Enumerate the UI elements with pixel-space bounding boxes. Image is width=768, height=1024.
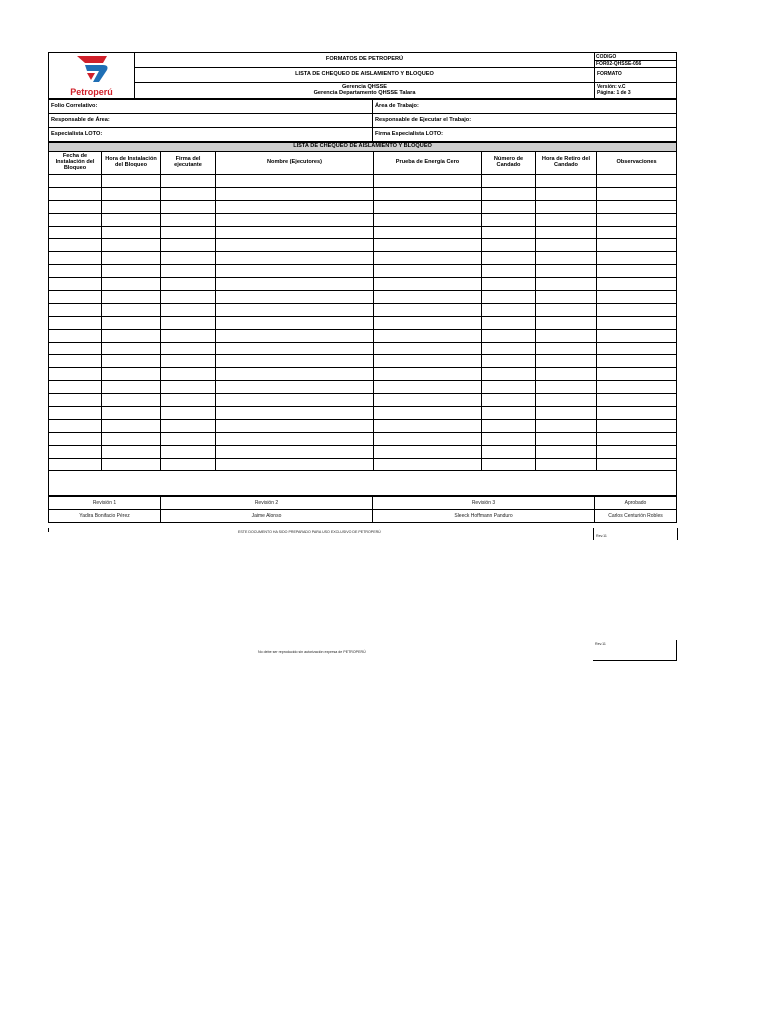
- cell-nombre[interactable]: [216, 368, 374, 381]
- cell-fecha[interactable]: [49, 458, 102, 471]
- table-row: [49, 175, 677, 188]
- cell-fecha[interactable]: [49, 355, 102, 368]
- cell-observaciones[interactable]: [597, 445, 677, 458]
- cell-prueba[interactable]: [374, 394, 482, 407]
- cell-firma[interactable]: [161, 213, 216, 226]
- cell-hora-instalacion[interactable]: [102, 239, 161, 252]
- cell-hora-retiro[interactable]: [536, 316, 597, 329]
- cell-observaciones[interactable]: [597, 291, 677, 304]
- cell-observaciones[interactable]: [597, 458, 677, 471]
- cell-fecha[interactable]: [49, 394, 102, 407]
- cell-nombre[interactable]: [216, 419, 374, 432]
- cell-nombre[interactable]: [216, 226, 374, 239]
- cell-nombre[interactable]: [216, 291, 374, 304]
- cell-hora-retiro[interactable]: [536, 175, 597, 188]
- cell-fecha[interactable]: [49, 407, 102, 420]
- cell-firma[interactable]: [161, 291, 216, 304]
- cell-observaciones[interactable]: [597, 200, 677, 213]
- table-row: [49, 252, 677, 265]
- petroperu-logo-icon: [73, 54, 111, 84]
- cell-nombre[interactable]: [216, 252, 374, 265]
- footer-2: [48, 640, 676, 662]
- table-row: [49, 200, 677, 213]
- revision-3-name: Sleeck Hoffmann Panduro: [373, 510, 595, 523]
- cell-nombre[interactable]: [216, 239, 374, 252]
- cell-observaciones[interactable]: [597, 329, 677, 342]
- cell-hora-retiro[interactable]: [536, 213, 597, 226]
- cell-hora-retiro[interactable]: [536, 394, 597, 407]
- cell-nombre[interactable]: [216, 458, 374, 471]
- cell-candado[interactable]: [482, 278, 536, 291]
- cell-candado[interactable]: [482, 355, 536, 368]
- checklist-table: [48, 142, 677, 496]
- table-row: [49, 445, 677, 458]
- cell-prueba[interactable]: [374, 278, 482, 291]
- cell-prueba[interactable]: [374, 200, 482, 213]
- cell-hora-retiro[interactable]: [536, 419, 597, 432]
- cell-prueba[interactable]: [374, 316, 482, 329]
- cell-nombre[interactable]: [216, 200, 374, 213]
- cell-hora-retiro[interactable]: [536, 200, 597, 213]
- cell-fecha[interactable]: [49, 329, 102, 342]
- area-field[interactable]: Área de Trabajo:: [373, 100, 677, 114]
- table-row: [49, 432, 677, 445]
- cell-observaciones[interactable]: [597, 381, 677, 394]
- cell-firma[interactable]: [161, 265, 216, 278]
- cell-hora-retiro[interactable]: [536, 239, 597, 252]
- cell-hora-retiro[interactable]: [536, 458, 597, 471]
- revision-3-label: Revisión 3: [373, 497, 595, 510]
- table-row: [49, 355, 677, 368]
- cell-prueba[interactable]: [374, 445, 482, 458]
- cell-firma[interactable]: [161, 278, 216, 291]
- cell-nombre[interactable]: [216, 445, 374, 458]
- table-row: [49, 187, 677, 200]
- page-text: Página: 1 de 3: [597, 89, 631, 96]
- logo: [49, 53, 135, 99]
- cell-nombre[interactable]: [216, 187, 374, 200]
- cell-candado[interactable]: [482, 187, 536, 200]
- footer-text-1: ESTE DOCUMENTO HA SIDO PREPARADO PARA USO EXCLUSIVO DE PETROPERÚ: [238, 530, 381, 534]
- cell-prueba[interactable]: [374, 226, 482, 239]
- footer-1: [48, 528, 676, 540]
- cell-hora-retiro[interactable]: [536, 187, 597, 200]
- logo-text: Petroperú: [70, 86, 113, 97]
- table-row: [49, 316, 677, 329]
- footer-rev-2: Rev.11: [595, 642, 606, 646]
- footer-rev-box-1: [593, 528, 678, 540]
- cell-observaciones[interactable]: [597, 407, 677, 420]
- col-prueba: Prueba de Energía Cero: [374, 152, 482, 175]
- cell-hora-retiro[interactable]: [536, 432, 597, 445]
- cell-observaciones[interactable]: [597, 342, 677, 355]
- cell-firma[interactable]: [161, 407, 216, 420]
- cell-observaciones[interactable]: [597, 394, 677, 407]
- cell-hora-instalacion[interactable]: [102, 252, 161, 265]
- table-row: [49, 368, 677, 381]
- cell-fecha[interactable]: [49, 175, 102, 188]
- cell-prueba[interactable]: [374, 329, 482, 342]
- cell-hora-instalacion[interactable]: [102, 445, 161, 458]
- cell-hora-instalacion[interactable]: [102, 381, 161, 394]
- cell-hora-instalacion[interactable]: [102, 316, 161, 329]
- cell-hora-retiro[interactable]: [536, 355, 597, 368]
- col-observaciones: Observaciones: [597, 152, 677, 175]
- cell-hora-instalacion[interactable]: [102, 368, 161, 381]
- cell-candado[interactable]: [482, 226, 536, 239]
- type-label: FORMATO: [595, 68, 677, 83]
- cell-firma[interactable]: [161, 458, 216, 471]
- col-hora-retiro: Hora de Retiro del Candado: [536, 152, 597, 175]
- responsable-area-field[interactable]: Responsable de Área:: [49, 114, 373, 128]
- table-row: [49, 419, 677, 432]
- footer-divider: [48, 528, 49, 532]
- cell-firma[interactable]: [161, 252, 216, 265]
- cell-candado[interactable]: [482, 303, 536, 316]
- cell-candado[interactable]: [482, 381, 536, 394]
- blank-area: [49, 471, 677, 496]
- version-box: [595, 83, 677, 99]
- title-lista: LISTA DE CHEQUEO DE AISLAMIENTO Y BLOQUEO: [135, 68, 595, 83]
- cell-hora-instalacion[interactable]: [102, 175, 161, 188]
- cell-candado[interactable]: [482, 200, 536, 213]
- cell-fecha[interactable]: [49, 226, 102, 239]
- col-candado: Número de Candado: [482, 152, 536, 175]
- cell-nombre[interactable]: [216, 381, 374, 394]
- cell-observaciones[interactable]: [597, 265, 677, 278]
- cell-fecha[interactable]: [49, 368, 102, 381]
- cell-candado[interactable]: [482, 316, 536, 329]
- cell-firma[interactable]: [161, 175, 216, 188]
- aprobado-name: Carlos Centurión Robles: [595, 510, 677, 523]
- cell-prueba[interactable]: [374, 458, 482, 471]
- cell-prueba[interactable]: [374, 432, 482, 445]
- cell-nombre[interactable]: [216, 329, 374, 342]
- cell-observaciones[interactable]: [597, 187, 677, 200]
- responsable-trabajo-field[interactable]: Responsable de Ejecutar el Trabajo:: [373, 114, 677, 128]
- cell-hora-instalacion[interactable]: [102, 226, 161, 239]
- cell-hora-instalacion[interactable]: [102, 278, 161, 291]
- col-nombre: Nombre (Ejecutores): [216, 152, 374, 175]
- code-value: FOR02-QHSSE-056: [596, 60, 642, 67]
- cell-firma[interactable]: [161, 355, 216, 368]
- cell-hora-instalacion[interactable]: [102, 265, 161, 278]
- cell-hora-instalacion[interactable]: [102, 187, 161, 200]
- cell-hora-retiro[interactable]: [536, 407, 597, 420]
- cell-firma[interactable]: [161, 342, 216, 355]
- cell-nombre[interactable]: [216, 432, 374, 445]
- cell-candado[interactable]: [482, 458, 536, 471]
- cell-hora-instalacion[interactable]: [102, 303, 161, 316]
- cell-hora-retiro[interactable]: [536, 381, 597, 394]
- cell-firma[interactable]: [161, 200, 216, 213]
- gerencia-line-2: Gerencia Departamento QHSSE Talara: [313, 89, 416, 96]
- cell-firma[interactable]: [161, 445, 216, 458]
- cell-candado[interactable]: [482, 265, 536, 278]
- form-sheet: [48, 52, 676, 523]
- table-row: [49, 342, 677, 355]
- cell-nombre[interactable]: [216, 342, 374, 355]
- revision-1-label: Revisión 1: [49, 497, 161, 510]
- cell-hora-instalacion[interactable]: [102, 355, 161, 368]
- cell-fecha[interactable]: [49, 316, 102, 329]
- cell-candado[interactable]: [482, 213, 536, 226]
- cell-hora-retiro[interactable]: [536, 342, 597, 355]
- cell-observaciones[interactable]: [597, 355, 677, 368]
- folio-field[interactable]: Folio Correlativo:: [49, 100, 373, 114]
- cell-nombre[interactable]: [216, 316, 374, 329]
- cell-prueba[interactable]: [374, 175, 482, 188]
- cell-fecha[interactable]: [49, 419, 102, 432]
- col-hora-instalacion: Hora de Instalación del Bloqueo: [102, 152, 161, 175]
- footer-rev-box-2: [593, 640, 677, 661]
- cell-prueba[interactable]: [374, 381, 482, 394]
- cell-firma[interactable]: [161, 381, 216, 394]
- cell-candado[interactable]: [482, 342, 536, 355]
- cell-prueba[interactable]: [374, 355, 482, 368]
- cell-prueba[interactable]: [374, 291, 482, 304]
- cell-candado[interactable]: [482, 252, 536, 265]
- cell-firma[interactable]: [161, 419, 216, 432]
- cell-hora-instalacion[interactable]: [102, 342, 161, 355]
- column-header-row: [49, 152, 677, 175]
- revision-1-name: Yadira Bonifacio Pérez: [49, 510, 161, 523]
- cell-nombre[interactable]: [216, 394, 374, 407]
- cell-nombre[interactable]: [216, 265, 374, 278]
- table-row: [49, 394, 677, 407]
- cell-hora-instalacion[interactable]: [102, 329, 161, 342]
- cell-candado[interactable]: [482, 239, 536, 252]
- cell-observaciones[interactable]: [597, 278, 677, 291]
- cell-observaciones[interactable]: [597, 432, 677, 445]
- info-table: [48, 99, 677, 142]
- cell-observaciones[interactable]: [597, 419, 677, 432]
- cell-candado[interactable]: [482, 329, 536, 342]
- cell-fecha[interactable]: [49, 381, 102, 394]
- gerencia-line-1: Gerencia QHSSE: [341, 83, 388, 90]
- cell-candado[interactable]: [482, 368, 536, 381]
- table-row: [49, 303, 677, 316]
- version-text: Versión: v.C: [597, 84, 626, 91]
- table-row: [49, 226, 677, 239]
- cell-nombre[interactable]: [216, 278, 374, 291]
- table-row: [49, 265, 677, 278]
- title-formatos: FORMATOS DE PETROPERÚ: [135, 53, 595, 68]
- cell-fecha[interactable]: [49, 213, 102, 226]
- table-row: [49, 291, 677, 304]
- cell-observaciones[interactable]: [597, 226, 677, 239]
- cell-firma[interactable]: [161, 394, 216, 407]
- cell-hora-instalacion[interactable]: [102, 407, 161, 420]
- cell-observaciones[interactable]: [597, 239, 677, 252]
- cell-fecha[interactable]: [49, 445, 102, 458]
- cell-observaciones[interactable]: [597, 368, 677, 381]
- cell-fecha[interactable]: [49, 187, 102, 200]
- revision-2-label: Revisión 2: [161, 497, 373, 510]
- cell-observaciones[interactable]: [597, 303, 677, 316]
- cell-hora-retiro[interactable]: [536, 368, 597, 381]
- cell-hora-instalacion[interactable]: [102, 213, 161, 226]
- cell-fecha[interactable]: [49, 200, 102, 213]
- cell-nombre[interactable]: [216, 407, 374, 420]
- cell-hora-instalacion[interactable]: [102, 458, 161, 471]
- cell-candado[interactable]: [482, 445, 536, 458]
- col-fecha: Fecha de Instalación del Bloqueo: [49, 152, 102, 175]
- cell-prueba[interactable]: [374, 342, 482, 355]
- cell-fecha[interactable]: [49, 342, 102, 355]
- cell-firma[interactable]: [161, 226, 216, 239]
- table-row: [49, 381, 677, 394]
- cell-hora-instalacion[interactable]: [102, 200, 161, 213]
- table-row: [49, 407, 677, 420]
- cell-hora-retiro[interactable]: [536, 252, 597, 265]
- cell-hora-instalacion[interactable]: [102, 419, 161, 432]
- cell-firma[interactable]: [161, 303, 216, 316]
- firma-especialista-field[interactable]: Firma Especialista LOTO:: [373, 128, 677, 142]
- cell-candado[interactable]: [482, 291, 536, 304]
- table-row: [49, 458, 677, 471]
- cell-prueba[interactable]: [374, 213, 482, 226]
- cell-hora-instalacion[interactable]: [102, 432, 161, 445]
- table-row: [49, 278, 677, 291]
- cell-fecha[interactable]: [49, 303, 102, 316]
- cell-fecha[interactable]: [49, 278, 102, 291]
- aprobado-label: Aprobado: [595, 497, 677, 510]
- cell-firma[interactable]: [161, 316, 216, 329]
- cell-prueba[interactable]: [374, 303, 482, 316]
- cell-nombre[interactable]: [216, 355, 374, 368]
- cell-prueba[interactable]: [374, 407, 482, 420]
- cell-observaciones[interactable]: [597, 213, 677, 226]
- checklist-rows: [49, 175, 677, 471]
- cell-nombre[interactable]: [216, 175, 374, 188]
- cell-firma[interactable]: [161, 187, 216, 200]
- cell-candado[interactable]: [482, 407, 536, 420]
- cell-prueba[interactable]: [374, 419, 482, 432]
- section-title: LISTA DE CHEQUEO DE AISLAMIENTO Y BLOQUEO: [49, 143, 677, 152]
- cell-nombre[interactable]: [216, 213, 374, 226]
- cell-observaciones[interactable]: [597, 316, 677, 329]
- cell-candado[interactable]: [482, 175, 536, 188]
- cell-candado[interactable]: [482, 394, 536, 407]
- especialista-field[interactable]: Especialista LOTO:: [49, 128, 373, 142]
- footer-rev-1: Rev.11: [596, 534, 607, 538]
- cell-prueba[interactable]: [374, 239, 482, 252]
- table-row: [49, 213, 677, 226]
- cell-prueba[interactable]: [374, 368, 482, 381]
- table-row: [49, 329, 677, 342]
- cell-fecha[interactable]: [49, 239, 102, 252]
- cell-fecha[interactable]: [49, 291, 102, 304]
- cell-candado[interactable]: [482, 432, 536, 445]
- cell-hora-retiro[interactable]: [536, 278, 597, 291]
- footer-text-2: No debe ser reproducido sin autorización expresa de PETROPERÚ: [258, 650, 366, 654]
- cell-prueba[interactable]: [374, 252, 482, 265]
- cell-firma[interactable]: [161, 239, 216, 252]
- cell-hora-retiro[interactable]: [536, 303, 597, 316]
- cell-prueba[interactable]: [374, 187, 482, 200]
- header-table: [48, 52, 677, 99]
- cell-hora-instalacion[interactable]: [102, 394, 161, 407]
- cell-prueba[interactable]: [374, 265, 482, 278]
- cell-hora-retiro[interactable]: [536, 265, 597, 278]
- cell-nombre[interactable]: [216, 303, 374, 316]
- code-label: CODIGO: [595, 54, 676, 61]
- cell-fecha[interactable]: [49, 252, 102, 265]
- revision-2-name: Jaime Alonso: [161, 510, 373, 523]
- cell-firma[interactable]: [161, 432, 216, 445]
- code-box: [595, 53, 677, 68]
- table-row: [49, 239, 677, 252]
- cell-hora-instalacion[interactable]: [102, 291, 161, 304]
- cell-hora-retiro[interactable]: [536, 226, 597, 239]
- cell-fecha[interactable]: [49, 432, 102, 445]
- cell-candado[interactable]: [482, 419, 536, 432]
- cell-observaciones[interactable]: [597, 175, 677, 188]
- cell-fecha[interactable]: [49, 265, 102, 278]
- revisions-table: [48, 496, 677, 523]
- title-gerencia: [135, 83, 595, 99]
- cell-hora-retiro[interactable]: [536, 445, 597, 458]
- cell-firma[interactable]: [161, 329, 216, 342]
- col-firma: Firma del ejecutante: [161, 152, 216, 175]
- cell-hora-retiro[interactable]: [536, 291, 597, 304]
- cell-hora-retiro[interactable]: [536, 329, 597, 342]
- cell-firma[interactable]: [161, 368, 216, 381]
- cell-observaciones[interactable]: [597, 252, 677, 265]
